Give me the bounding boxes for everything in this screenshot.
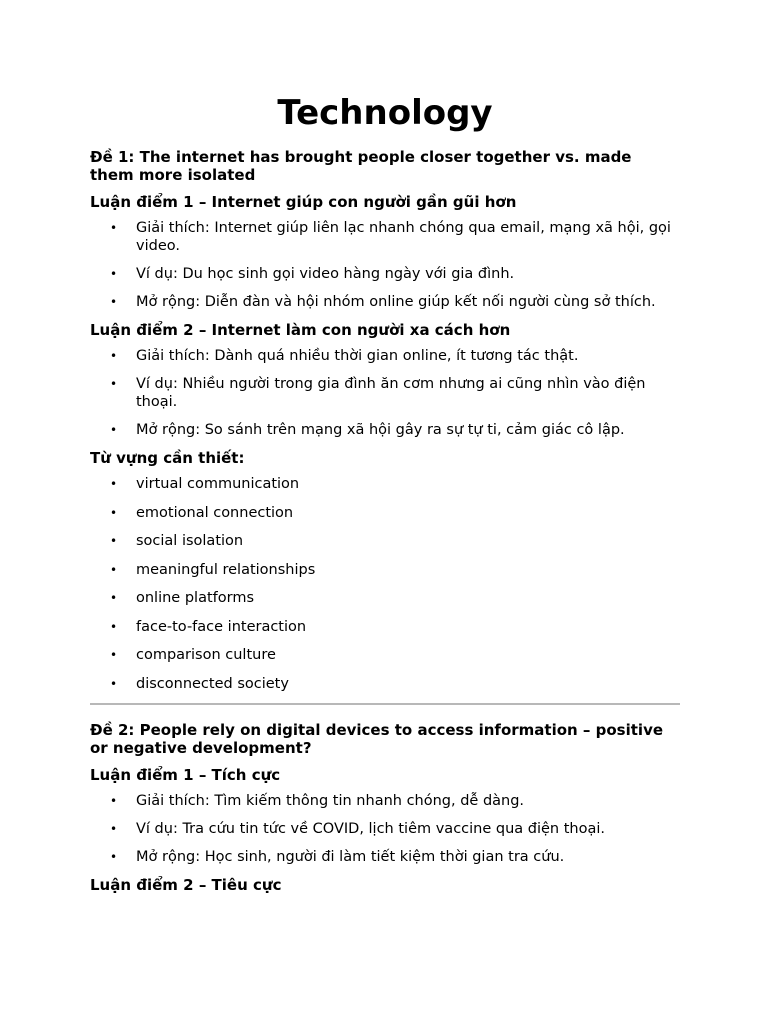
bullet-icon: •: [110, 267, 118, 281]
list-item: [90, 848, 680, 866]
bullet-icon: •: [110, 648, 118, 662]
list-item: [90, 421, 680, 439]
list-item-text: Mở rộng: Học sinh, người đi làm tiết kiệm thời gian tra cứu.: [136, 849, 565, 865]
topic-1-point-1-list: [90, 219, 680, 311]
list-item: [90, 375, 680, 411]
bullet-icon: •: [110, 850, 118, 864]
vocab-term: meaningful relationships: [136, 561, 316, 578]
vocab-term: face-to-face interaction: [136, 618, 307, 635]
vocab-term: disconnected society: [136, 675, 289, 692]
list-item-text: Ví dụ: Du học sinh gọi video hàng ngày với gia đình.: [136, 266, 515, 282]
bullet-icon: •: [110, 619, 118, 634]
list-item-text: Giải thích: Tìm kiếm thông tin nhanh chóng, dễ dàng.: [136, 793, 525, 809]
list-item: [90, 293, 680, 311]
vocab-term: online platforms: [136, 590, 255, 606]
list-item: [90, 561, 680, 579]
bullet-icon: •: [110, 477, 118, 491]
list-item: [90, 646, 680, 664]
bullet-icon: •: [110, 505, 118, 520]
list-item: [90, 219, 680, 255]
topic-1-point-2-heading: Luận điểm 2 – Internet làm con người xa cách hơn: [90, 321, 511, 339]
vocab-term: comparison culture: [136, 647, 276, 663]
list-item: [90, 347, 680, 365]
list-item: [90, 532, 680, 550]
bullet-icon: •: [110, 562, 118, 577]
list-item-text: Giải thích: Dành quá nhiều thời gian online, ít tương tác thật.: [136, 348, 579, 364]
list-item: [90, 475, 680, 493]
bullet-icon: •: [110, 377, 118, 391]
bullet-icon: •: [110, 349, 118, 363]
list-item-text: Mở rộng: So sánh trên mạng xã hội gây ra sự tự ti, cảm giác cô lập.: [136, 422, 625, 438]
topic-2-point-1-heading: Luận điểm 1 – Tích cực: [90, 766, 281, 784]
list-item-text: Giải thích: Internet giúp liên lạc nhanh chóng qua email, mạng xã hội, gọi video.: [136, 220, 671, 254]
bullet-icon: •: [110, 295, 118, 309]
document-title: Technology: [277, 93, 493, 133]
list-item-text: Mở rộng: Diễn đàn và hội nhóm online giúp kết nối người cùng sở thích.: [136, 294, 656, 310]
list-item: [90, 675, 680, 693]
bullet-icon: •: [110, 423, 118, 437]
topic-2-point-2-heading: Luận điểm 2 – Tiêu cực: [90, 876, 282, 894]
topic-2-point-1-list: [90, 792, 680, 866]
vocab-list: [90, 475, 680, 693]
bullet-icon: •: [110, 676, 118, 691]
bullet-icon: •: [110, 591, 118, 605]
vocab-term: emotional connection: [136, 504, 294, 521]
vocab-term: social isolation: [136, 533, 244, 549]
vocab-term: virtual communication: [136, 476, 300, 492]
list-item: [90, 792, 680, 810]
topic-1-point-2-list: [90, 347, 680, 439]
topic-1-point-1-heading: Luận điểm 1 – Internet giúp con người gần gũi hơn: [90, 193, 517, 211]
list-item: [90, 820, 680, 838]
bullet-icon: •: [110, 221, 118, 235]
bullet-icon: •: [110, 794, 118, 808]
bullet-icon: •: [110, 534, 118, 548]
section-divider: [90, 703, 680, 705]
topic-2-heading: Đề 2: People rely on digital devices to access information – positive or negative development?: [90, 721, 664, 757]
list-item: [90, 504, 680, 522]
list-item: [90, 589, 680, 607]
list-item: [90, 618, 680, 636]
list-item: [90, 265, 680, 283]
topic-1-heading: Đề 1: The internet has brought people closer together vs. made them more isolated: [90, 148, 632, 184]
vocab-heading: Từ vựng cần thiết:: [90, 449, 245, 467]
list-item-text: Ví dụ: Tra cứu tin tức về COVID, lịch tiêm vaccine qua điện thoại.: [136, 821, 605, 837]
document-page: [90, 88, 680, 902]
bullet-icon: •: [110, 822, 118, 836]
list-item-text: Ví dụ: Nhiều người trong gia đình ăn cơm nhưng ai cũng nhìn vào điện thoại.: [136, 376, 646, 410]
